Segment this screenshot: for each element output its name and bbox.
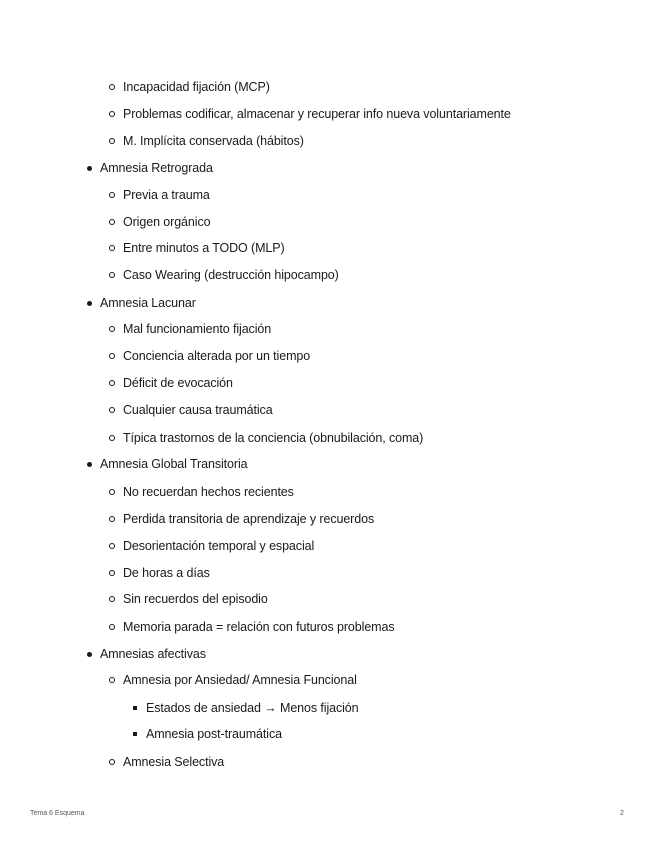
square-bullet-icon [133,706,137,710]
list-item-text: Origen orgánico [123,215,211,229]
circle-bullet-icon [109,516,115,522]
list-item [123,402,273,418]
list-item [123,106,511,122]
list-item [123,511,374,527]
disc-bullet-icon [87,166,92,171]
circle-bullet-icon [109,677,115,683]
circle-bullet-icon [109,570,115,576]
footer-title: Tema 6 Esquema [30,810,85,817]
list-item [123,214,210,230]
circle-bullet-icon [109,624,115,630]
list-item [123,240,285,256]
circle-bullet-icon [109,759,115,765]
list-item [123,619,395,635]
list-item-text: Típica trastornos de la conciencia (obnubilación, coma) [123,431,424,445]
disc-bullet-icon [87,652,92,657]
list-item-text: No recuerdan hechos recientes [123,485,294,499]
circle-bullet-icon [109,596,115,602]
list-item-text: Amnesia por Ansiedad/ Amnesia Funcional [123,673,357,687]
circle-bullet-icon [109,84,115,90]
circle-bullet-icon [109,489,115,495]
circle-bullet-icon [109,219,115,225]
list-item [123,375,233,391]
circle-bullet-icon [109,272,115,278]
list-item [123,538,314,554]
list-item-text: Conciencia alterada por un tiempo [123,349,311,363]
circle-bullet-icon [109,380,115,386]
circle-bullet-icon [109,435,115,441]
list-item [100,295,196,311]
list-item [100,160,213,176]
list-item [146,700,359,716]
list-item-text: Desorientación temporal y espacial [123,539,315,553]
page-number: 2 [620,810,624,817]
circle-bullet-icon [109,138,115,144]
circle-bullet-icon [109,192,115,198]
disc-bullet-icon [87,301,92,306]
list-item [123,591,268,607]
list-item [123,79,270,95]
circle-bullet-icon [109,111,115,117]
list-item [100,456,247,472]
list-item-text: Previa a trauma [123,188,210,202]
list-item-text: Amnesia Selectiva [123,755,225,769]
list-item-text: De horas a días [123,566,210,580]
list-item-text: Amnesia post-traumática [146,727,282,741]
list-item [123,484,294,500]
square-bullet-icon [133,732,137,736]
list-item-text: Estados de ansiedad → Menos fijación [146,701,359,715]
list-item-text: Incapacidad fijación (MCP) [123,80,270,94]
list-item [123,672,357,688]
list-item [123,348,310,364]
list-item [123,565,210,581]
list-item [100,646,206,662]
list-item [123,754,224,770]
circle-bullet-icon [109,353,115,359]
circle-bullet-icon [109,326,115,332]
list-item [146,726,282,742]
circle-bullet-icon [109,543,115,549]
list-item-text: Problemas codificar, almacenar y recuperar info nueva voluntariamente [123,107,511,121]
list-item [123,133,304,149]
list-item-text: Caso Wearing (destrucción hipocampo) [123,268,339,282]
list-item-text: Déficit de evocación [123,376,233,390]
list-item-text: Cualquier causa traumática [123,403,273,417]
list-item [123,430,423,446]
circle-bullet-icon [109,245,115,251]
disc-bullet-icon [87,462,92,467]
list-item [123,267,339,283]
list-item-text: Entre minutos a TODO (MLP) [123,241,285,255]
list-item-text: Amnesia Retrograda [100,161,213,175]
list-item [123,187,210,203]
list-item-text: Amnesia Global Transitoria [100,457,248,471]
list-item-text: M. Implícita conservada (hábitos) [123,134,304,148]
list-item-text: Perdida transitoria de aprendizaje y recuerdos [123,512,375,526]
list-item-text: Mal funcionamiento fijación [123,322,272,336]
list-item-text: Sin recuerdos del episodio [123,592,268,606]
list-item [123,321,271,337]
list-item-text: Amnesia Lacunar [100,296,196,310]
list-item-text: Memoria parada = relación con futuros problemas [123,620,395,634]
list-item-text: Amnesias afectivas [100,647,206,661]
circle-bullet-icon [109,407,115,413]
